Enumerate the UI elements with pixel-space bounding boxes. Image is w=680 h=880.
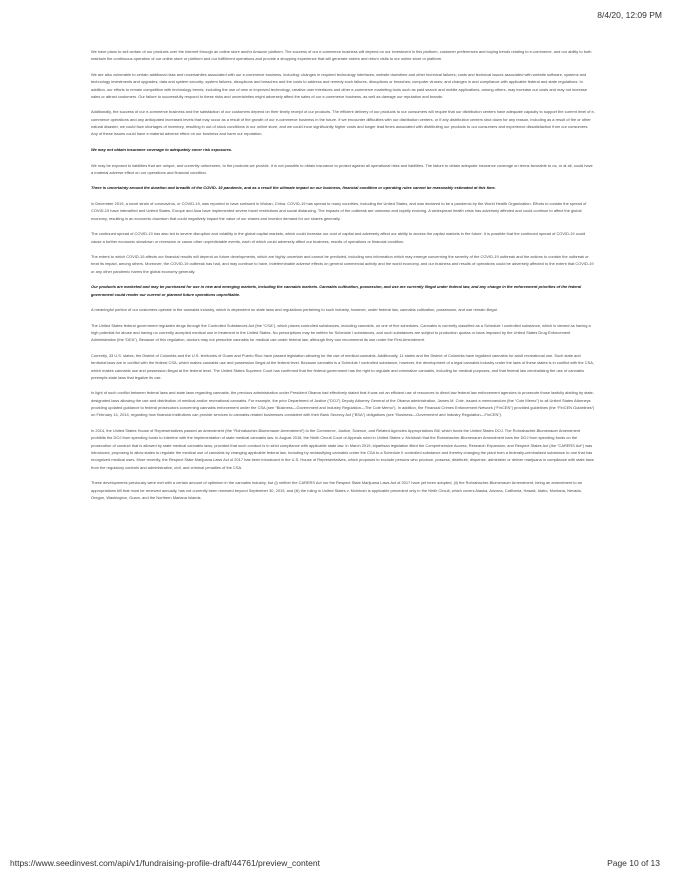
paragraph: In December 2019, a novel strain of coronavirus, or COVID-19, was reported to have surfaced in Wuhan, China. COVID-19 has spread to many countries, including the United States, and was declared to be a pandemic by the World Health Organization. Efforts to contain the spread of COVID-19 have intensified and United States, Europe and Asia have implemented severe travel restrictions and social distancing. The impacts of the outbreak are unknown and rapidly evolving. A widespread health crisis has adversely affected and could continue to affect the global economy, resulting in an economic downturn that could negatively impact the value of our shares and investor demand for our shares generally. xyxy=(91,200,587,221)
print-timestamp: 8/4/20, 12:09 PM xyxy=(597,10,662,20)
paragraph: The extent to which COVID-19 affects our financial results will depend on future developments, which are highly uncertain and cannot be predicted, including new information which may emerge concerning the severity of the COVID-19 outbreak and the actions to contain the outbreak or treat its impact, among others. Moreover, the COVID-19 outbreak has had, and may continue to have, indeterminable adverse effects on general commercial activity and the world economy, and our business and results of operations could be adversely affected to the extent that COVID-19 or any other pandemic harms the global economy generally. xyxy=(91,254,594,274)
paragraph: Currently, 33 U.S. states, the District of Columbia and the U.S. territories of Guam and Puerto Rico have passed legislation allowing for the use of medical cannabis. Additionally, 11 states and the District of Columbia have legalized cannabis for adult recreational use. Such state and territorial laws are in conflict with the federal CSA, which makes cannabis use and possession illegal at the federal level. Because cannabis is a Schedule I controlled substance, however, the development of a legal cannabis industry under the laws of these states is in conflict with the CSA, which makes cannabis use and possession illegal at the federal level. The United States Supreme Court has confirmed that the federal government has the right to regulate and criminalize cannabis, including for medical purposes, and that federal law criminalizing the use of cannabis preempts state laws that legalize its use. xyxy=(91,352,594,380)
paragraph: In 2014, the United States House of Representatives passed an amendment (the “Rohrabacher-Blumenauer Amendment”) to the Commerce, Justice, Science, and Related Agencies Appropriations Bill, which funds the United States DOJ. The Rohrabacher-Blumenauer Amendment prohibits the DOJ from spending funds to interfere with the implementation of state medical cannabis law. In August 2016, the Ninth Circuit Court of Appeals ruled in United States v. McIntosh that the Rohrabacher-Blumenauer Amendment bars the DOJ from spending funds on the prosecution of conduct that is allowed by state medical cannabis laws, provided that such conduct is in strict compliance with applicable state law. In March 2019, bipartisan legislation titled the Comprehensive Access, Research Expansion, and Respect States Act (the “CARERS Act”) was introduced, proposing to allow states to regulate the medical use of cannabis by changing applicable federal law, including by reclassifying cannabis under the CSA to a Schedule II controlled substance and thereby changing the plant from a federally-criminalized substance to one that has recognized medical uses. More recently, the Respect State Marijuana Laws Act of 2017 has been introduced in the U.S. House of Representatives, which proposes to exclude persons who produce, possess, distribute, dispense, administer or deliver marijuana in compliance with state laws from the regulatory controls and administrative, civil, and criminal penalties of the CSA. xyxy=(91,428,594,470)
paragraph: The continued spread of COVID-19 has also led to severe disruption and volatility in the global capital markets, which could increase our cost of capital and adversely affect our ability to access the capital markets in the future. It is possible that the continued spread of COVID-19 could cause a further economic slowdown or recession or cause other unpredictable events, each of which could adversely affect our business, results of operations or financial condition. xyxy=(91,231,586,244)
risk-factor-heading: Our products are marketed and may be purchased for use in new and emerging markets, including the cannabis markets. Cannabis cultivation, possession, and use are currently illegal under federal law, and any change in the enforcement priorities of the federal government could render our current or planned future operations unprofitable. xyxy=(91,284,582,297)
paragraph: The United States federal government regulates drugs through the Controlled Substances Act (the “CSA”), which places controlled substances, including cannabis, on one of five schedules. Cannabis is currently classified as a Schedule I controlled substance, which is viewed as having a high potential for abuse and having no currently accepted medical use in treatment in the United States. No prescriptions may be written for Schedule I substances, and such substances are subject to production quotas or bans imposed by the United States Drug Enforcement Administration (the “DEA”). Because of this regulation, doctors may not prescribe cannabis for medical use under federal law, although they can recommend its use under the First Amendment. xyxy=(91,322,591,343)
paragraph: Additionally, the success of our e-commerce business and the satisfaction of our customers depend on their timely receipt of our products. The efficient delivery of our products to our consumers will require that our distribution centers have adequate capacity to support the current level of e-commerce operations and any anticipated increased levels that may occur as a result of the growth of our e-commerce business in the future. If we encounter difficulties with our distribution centers, or if any distribution centers shut down for any reason, including as a result of fire or other natural disaster, we could face shortages of inventory, resulting in out of stock conditions in our online store, and we could incur significantly higher costs and longer lead times associated with distributing our products to our consumers and experience dissatisfaction from our consumers. Any of these issues could have a material adverse effect on our business and harm our reputation. xyxy=(91,109,596,137)
paragraph: We are also vulnerable to certain additional risks and uncertainties associated with our e-commerce business, including: changes in required technology interfaces; website downtime and other technical failures; costs and technical issues associated with website software, systems and technology investments and upgrades; data and system security; system failures, disruptions and breaches and the costs to address and remedy such failures, disruptions or breaches; computer viruses; and changes in and compliance with applicable federal and state regulations. In addition, our efforts to remain competitive with technology trends, including the use of new or improved technology, creative user interfaces and other e-commerce marketing tools such as paid search and mobile applications, among others, may increase our costs and may not increase sales or attract customers. Our failure to successfully respond to these risks and uncertainties might adversely affect the sales of our e-commerce business, as well as damage our reputation and brands. xyxy=(91,71,588,99)
risk-factor-heading: There is uncertainty around the duration and breadth of the COVID- 19 pandemic, and as a result the ultimate impact on our business, financial condition or operating rules cannot be reasonably estimated at this time. xyxy=(91,185,496,191)
footer-url[interactable]: https://www.seedinvest.com/api/v1/fundraising-profile-draft/44761/preview_content xyxy=(10,858,320,868)
page-number: Page 10 of 13 xyxy=(607,858,660,868)
document-body xyxy=(91,48,596,509)
paragraph: These developments previously were met with a certain amount of optimism in the cannabis industry, but (i) neither the CARERS Act nor the Respect State Marijuana Laws Act of 2017 have yet been adopted, (ii) the Rohrabacher-Blumenauer Amendment, being an amendment to an appropriations bill that must be renewed annually, has not currently been renewed beyond September 30, 2019, and (iii) the ruling in United States v. McIntosh is applicable precedent only in the Ninth Circuit, which covers Alaska, Arizona, California, Hawaii, Idaho, Montana, Nevada, Oregon, Washington, Guam, and the Northern Mariana Islands. xyxy=(91,480,583,500)
paragraph: We have plans to sell certain of our products over the Internet through an online store and/or Amazon platform. The success of our e-commerce business will depend on our investment in this platform, customer preferences and buying trends relating to e-commerce, and our ability to both maintain the continuous operation of our online store or platform and our fulfillment operations and provide a shopping experience that will generate orders and return visits to our online store or platform. xyxy=(91,49,592,62)
risk-factor-heading: We may not obtain insurance coverage to adequately cover risk exposures. xyxy=(91,147,233,152)
paragraph: In light of such conflict between federal laws and state laws regarding cannabis, the previous administration under President Obama had effectively stated that it was not an efficient use of resources to direct law federal law enforcement agencies to prosecute those lawfully abiding by state-designated laws allowing the use and distribution of medical and/or recreational cannabis. For example, the prior Department of Justice (“DOJ”) Deputy Attorney General of the Obama administration, James M. Cole, issued a memorandum (the “Cole Memo”) to all United States Attorneys providing updated guidance to federal prosecutors concerning cannabis enforcement under the CSA (see “Business—Government and Industry Regulation—The Cole Memo”). In addition, the Financial Crimes Enforcement Network (“FinCEN”) provided guidelines (the “FinCEN Guidelines”) on February 14, 2014, regarding how financial institutions can provide services to cannabis-related businesses consistent with their Bank Secrecy Act (“BSA”) obligations (see “Business—Government and Industry Regulation—FinCEN”). xyxy=(91,390,595,418)
paragraph: A meaningful portion of our customers operate in the cannabis industry, which is dependent on state laws and regulations pertaining to such industry, however, under federal law, cannabis cultivation, possession, and use remain illegal. xyxy=(91,307,498,313)
paragraph: We may be exposed to liabilities that are unique, and currently unforeseen, to the products we provide. It is not possible to obtain insurance to protect against all operational risks and liabilities. The failure to obtain adequate insurance coverage on terms favorable to us, or at all, could have a material adverse effect on our operations and financial condition. xyxy=(91,162,593,175)
